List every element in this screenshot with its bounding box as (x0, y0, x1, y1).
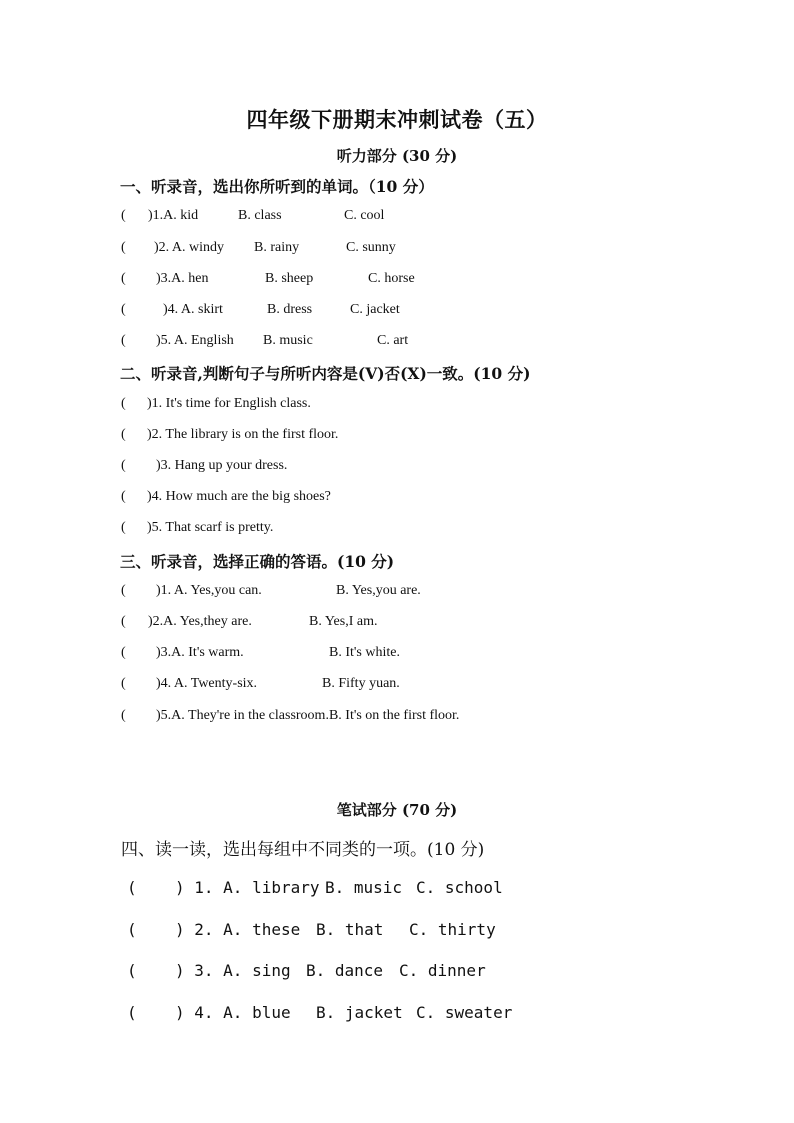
option-b: B. dress (267, 302, 313, 317)
option-c: C. dinner (399, 961, 486, 980)
option-b: B. dance (306, 961, 384, 980)
answer-paren: ( (121, 583, 126, 598)
answer-paren: ( (127, 1003, 137, 1022)
answer-paren: ( (121, 208, 126, 223)
option-c: C. cool (344, 208, 385, 223)
option-a: ) 3. A. sing (175, 961, 291, 980)
option-b: B. Yes,you are. (336, 583, 421, 598)
option-c: C. sunny (346, 240, 396, 255)
answer-paren: ( (121, 333, 126, 348)
answer-paren: ( (121, 614, 126, 629)
statement-text: )5. That scarf is pretty. (147, 520, 274, 535)
statement-text: )4. How much are the big shoes? (147, 489, 331, 504)
answer-paren: ( (127, 920, 137, 939)
statement-text: )3. Hang up your dress. (156, 458, 288, 473)
option-b: B. that (316, 920, 384, 939)
option-a: )3.A. hen (156, 271, 209, 286)
section-2-heading: 二、听录音,判断句子与所听内容是(V)否(X)一致。(10 分) (120, 364, 531, 383)
option-a: )5. A. English (156, 333, 234, 348)
option-b: B. music (263, 333, 313, 348)
option-a: ) 2. A. these (175, 920, 301, 939)
statement-text: )2. The library is on the first floor. (147, 427, 339, 442)
option-b: B. jacket (316, 1003, 403, 1022)
option-b: B. sheep (265, 271, 314, 286)
option-a: )2. A. windy (154, 240, 224, 255)
answer-paren: ( (121, 396, 126, 411)
answer-paren: ( (121, 645, 126, 660)
writing-part-heading: 笔试部分 (70 分) (336, 801, 458, 819)
answer-paren: ( (121, 708, 126, 723)
option-a: )1.A. kid (148, 208, 199, 223)
option-c: C. sweater (416, 1003, 513, 1022)
option-c: C. thirty (409, 920, 496, 939)
answer-paren: ( (127, 878, 137, 897)
option-b: B. Fifty yuan. (322, 676, 400, 691)
exam-title: 四年级下册期末冲刺试卷（五） (246, 107, 548, 132)
option-a: )3.A. It's warm. (156, 645, 244, 660)
answer-paren: ( (121, 676, 126, 691)
option-c: C. school (416, 878, 503, 897)
section-3-heading: 三、听录音，选择正确的答语。(10 分) (120, 552, 395, 571)
answer-paren: ( (121, 271, 126, 286)
option-c: C. horse (368, 271, 415, 286)
option-a: )5.A. They're in the classroom.B. It's on the first floor. (156, 708, 460, 723)
answer-paren: ( (121, 458, 126, 473)
option-a: )1. A. Yes,you can. (156, 583, 262, 598)
answer-paren: ( (127, 961, 137, 980)
option-a: ) 4. A. blue (175, 1003, 291, 1022)
statement-text: )1. It's time for English class. (147, 396, 311, 411)
option-b: B. Yes,I am. (309, 614, 378, 629)
option-a: ) 1. A. library (175, 878, 320, 897)
option-c: C. art (377, 333, 409, 348)
option-b: B. rainy (254, 240, 300, 255)
answer-paren: ( (121, 520, 126, 535)
section-1-heading: 一、听录音，选出你所听到的单词。（10 分） (120, 177, 434, 196)
option-a: )4. A. skirt (163, 302, 223, 317)
answer-paren: ( (121, 302, 126, 317)
answer-paren: ( (121, 489, 126, 504)
option-a: )4. A. Twenty-six. (156, 676, 258, 691)
option-b: B. class (238, 208, 282, 223)
option-c: C. jacket (350, 302, 400, 317)
listening-part-heading: 听力部分 (30 分) (336, 147, 458, 165)
option-b: B. It's white. (329, 645, 400, 660)
answer-paren: ( (121, 427, 126, 442)
option-b: B. music (325, 878, 403, 897)
option-a: )2.A. Yes,they are. (148, 614, 252, 629)
section-4-heading: 四、读一读，选出每组中不同类的一项。(10 分) (121, 840, 485, 860)
answer-paren: ( (121, 240, 126, 255)
